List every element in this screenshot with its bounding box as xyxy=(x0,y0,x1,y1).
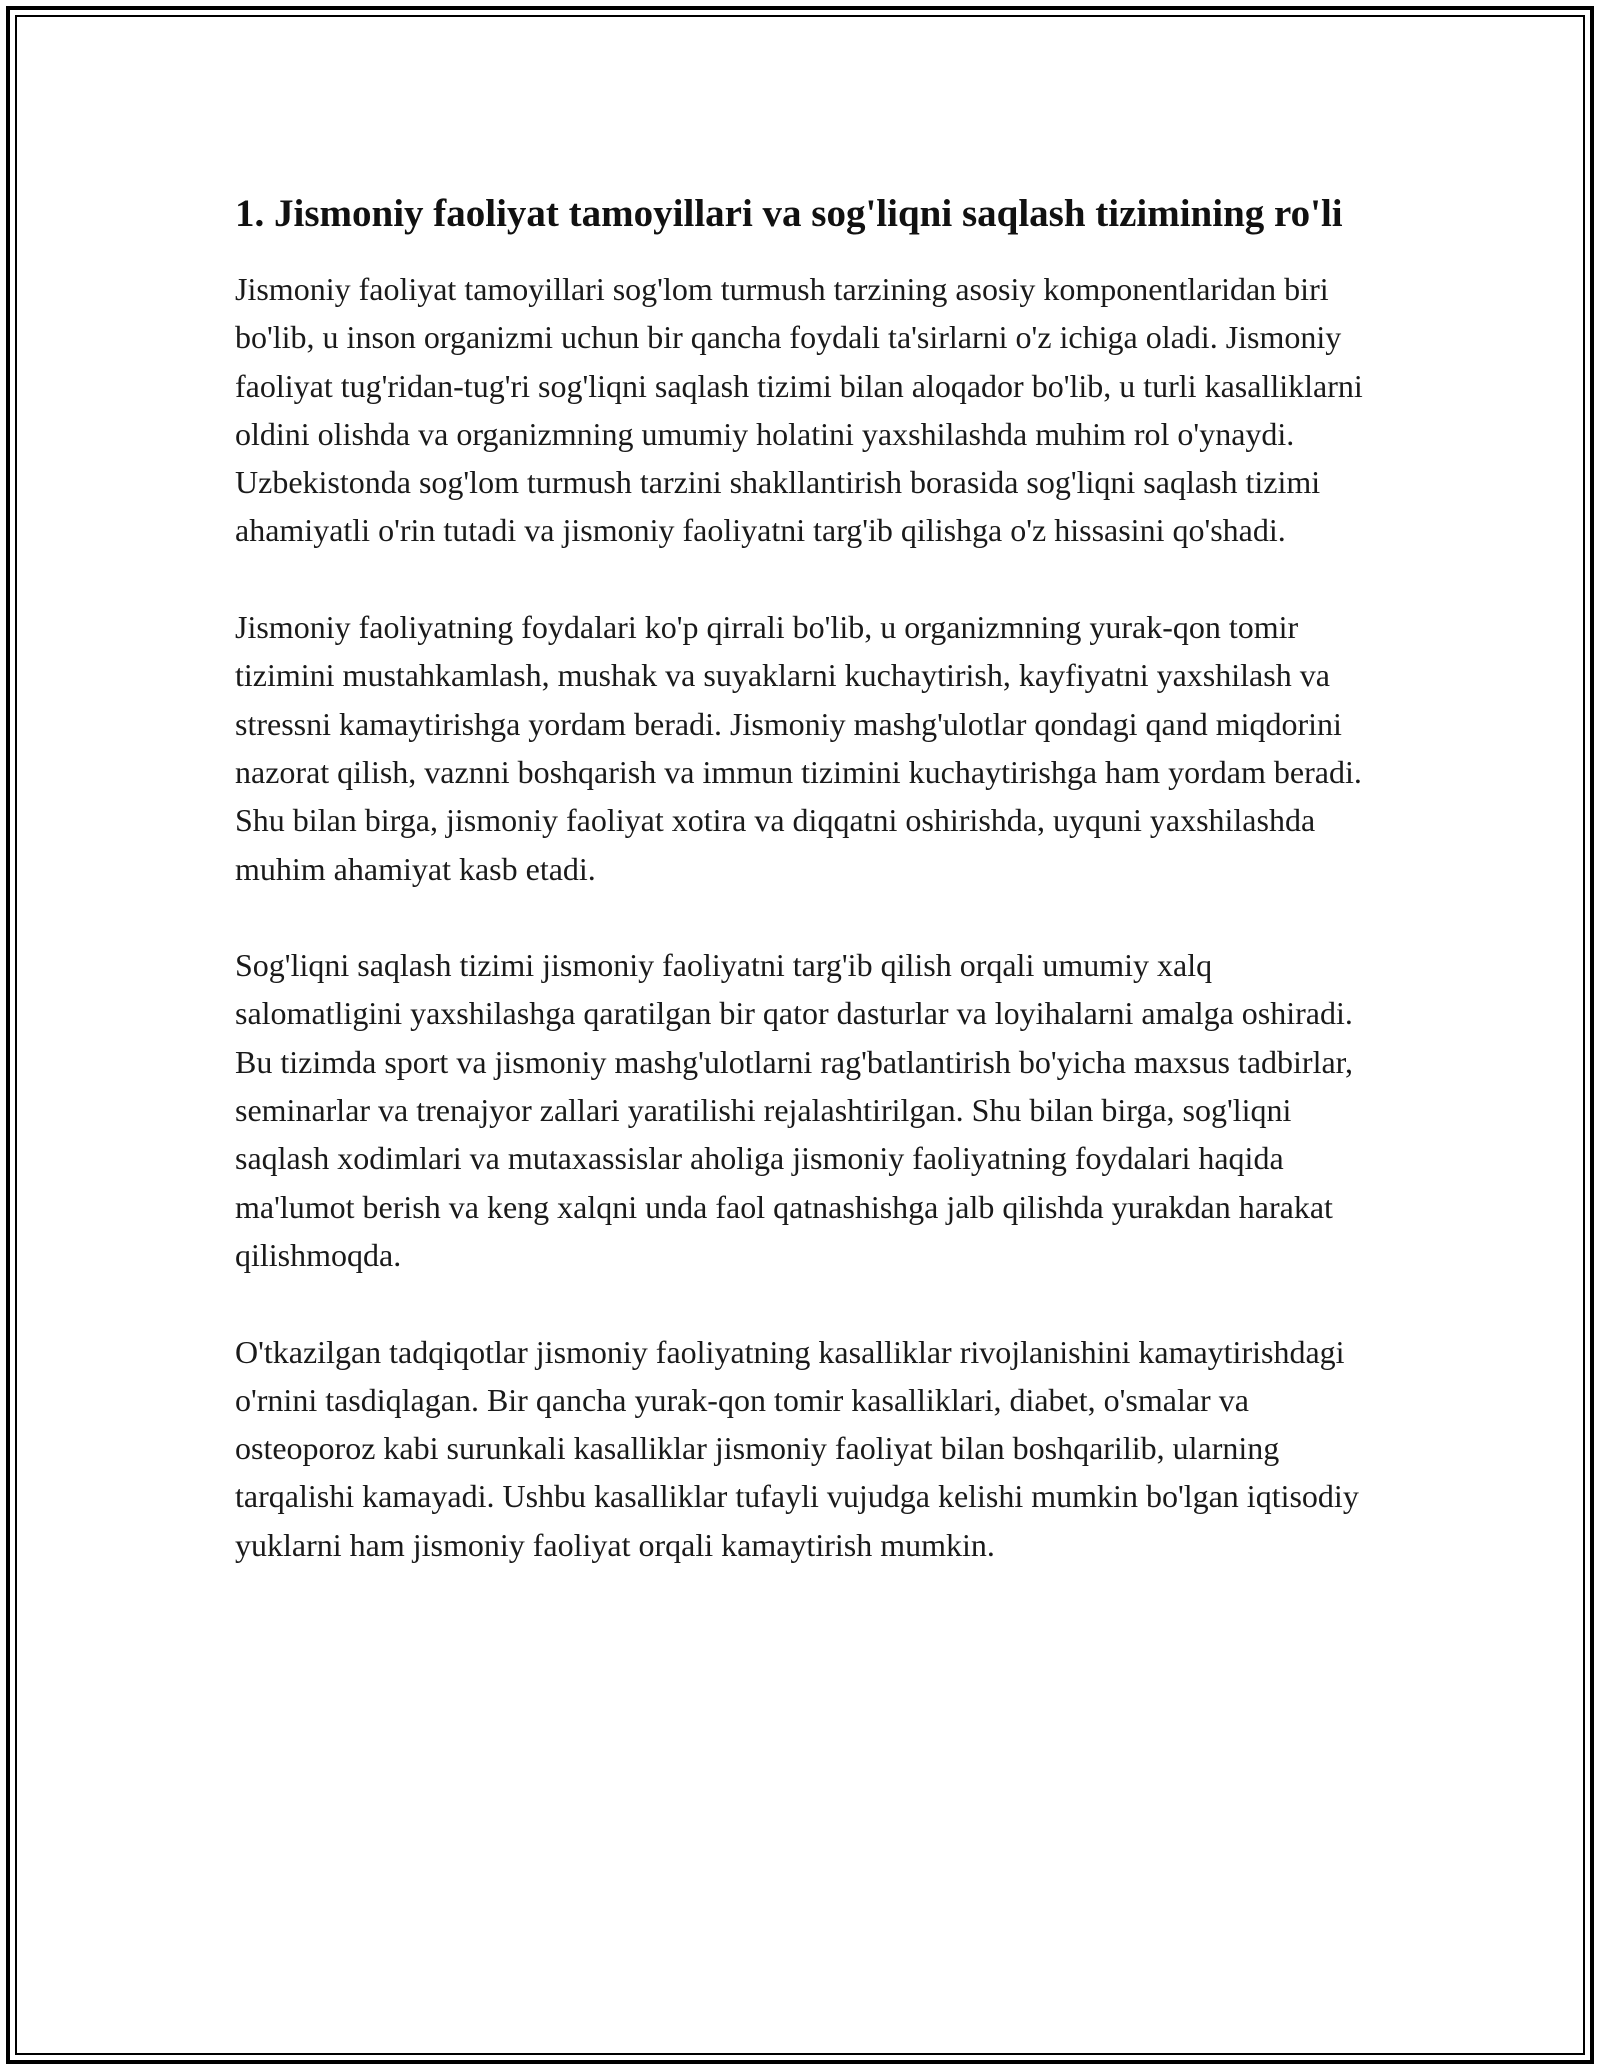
paragraph-2: Jismoniy faoliyatning foydalari ko'p qirrali bo'lib, u organizmning yurak-qon tomir tizimini mustahkamlash, mushak va suyaklarni kuchaytirish, kayfiyatni yaxshilash va stressni kamaytirishga yordam beradi. Jismoniy mashg'ulotlar qondagi qand miqdorini nazorat qilish, vaznni boshqarish va immun tizimini kuchaytirishga ham yordam beradi. Shu bilan birga, jismoniy faoliyat xotira va diqqatni oshirishda, uyquni yaxshilashda muhim ahamiyat kasb etadi. xyxy=(235,609,1362,887)
paragraph-1: Jismoniy faoliyat tamoyillari sog'lom turmush tarzining asosiy komponentlaridan biri bo'lib, u inson organizmi uchun bir qancha foydali ta'sirlarni o'z ichiga oladi. Jismoniy faoliyat tug'ridan-tug'ri sog'liqni saqlash tizimi bilan aloqador bo'lib, u turli kasalliklarni oldini olishda va organizmning umumiy holatini yaxshilashda muhim rol o'ynaydi. Uzbekistonda sog'lom turmush tarzini shakllantirish borasida sog'liqni saqlash tizimi ahamiyatli o'rin tutadi va jismoniy faoliyatni targ'ib qilishga o'z hissasini qo'shadi. xyxy=(235,271,1363,549)
section-title: 1. Jismoniy faoliyat tamoyillari va sog'liqni saqlash tizimining ro'li xyxy=(235,192,1343,235)
document-body xyxy=(235,186,1385,1569)
paragraph-4: O'tkazilgan tadqiqotlar jismoniy faoliyatning kasalliklar rivojlanishini kamaytirishdagi o'rnini tasdiqlagan. Bir qancha yurak-qon tomir kasalliklari, diabet, o'smalar va osteoporoz kabi surunkali kasalliklar jismoniy faoliyat bilan boshqarilib, ularning tarqalishi kamayadi. Ushbu kasalliklar tufayli vujudga kelishi mumkin bo'lgan iqtisodiy yuklarni ham jismoniy faoliyat orqali kamaytirish mumkin. xyxy=(235,1333,1359,1563)
paragraph-3: Sog'liqni saqlash tizimi jismoniy faoliyatni targ'ib qilish orqali umumiy xalq salomatligini yaxshilashga qaratilgan bir qator dasturlar va loyihalarni amalga oshiradi. Bu tizimda sport va jismoniy mashg'ulotlarni rag'batlantirish bo'yicha maxsus tadbirlar, seminarlar va trenajyor zallari yaratilishi rejalashtirilgan. Shu bilan birga, sog'liqni saqlash xodimlari va mutaxassislar aholiga jismoniy faoliyatning foydalari haqida ma'lumot berish va keng xalqni unda faol qatnashishga jalb qilishda yurakdan harakat qilishmoqda. xyxy=(235,947,1354,1273)
